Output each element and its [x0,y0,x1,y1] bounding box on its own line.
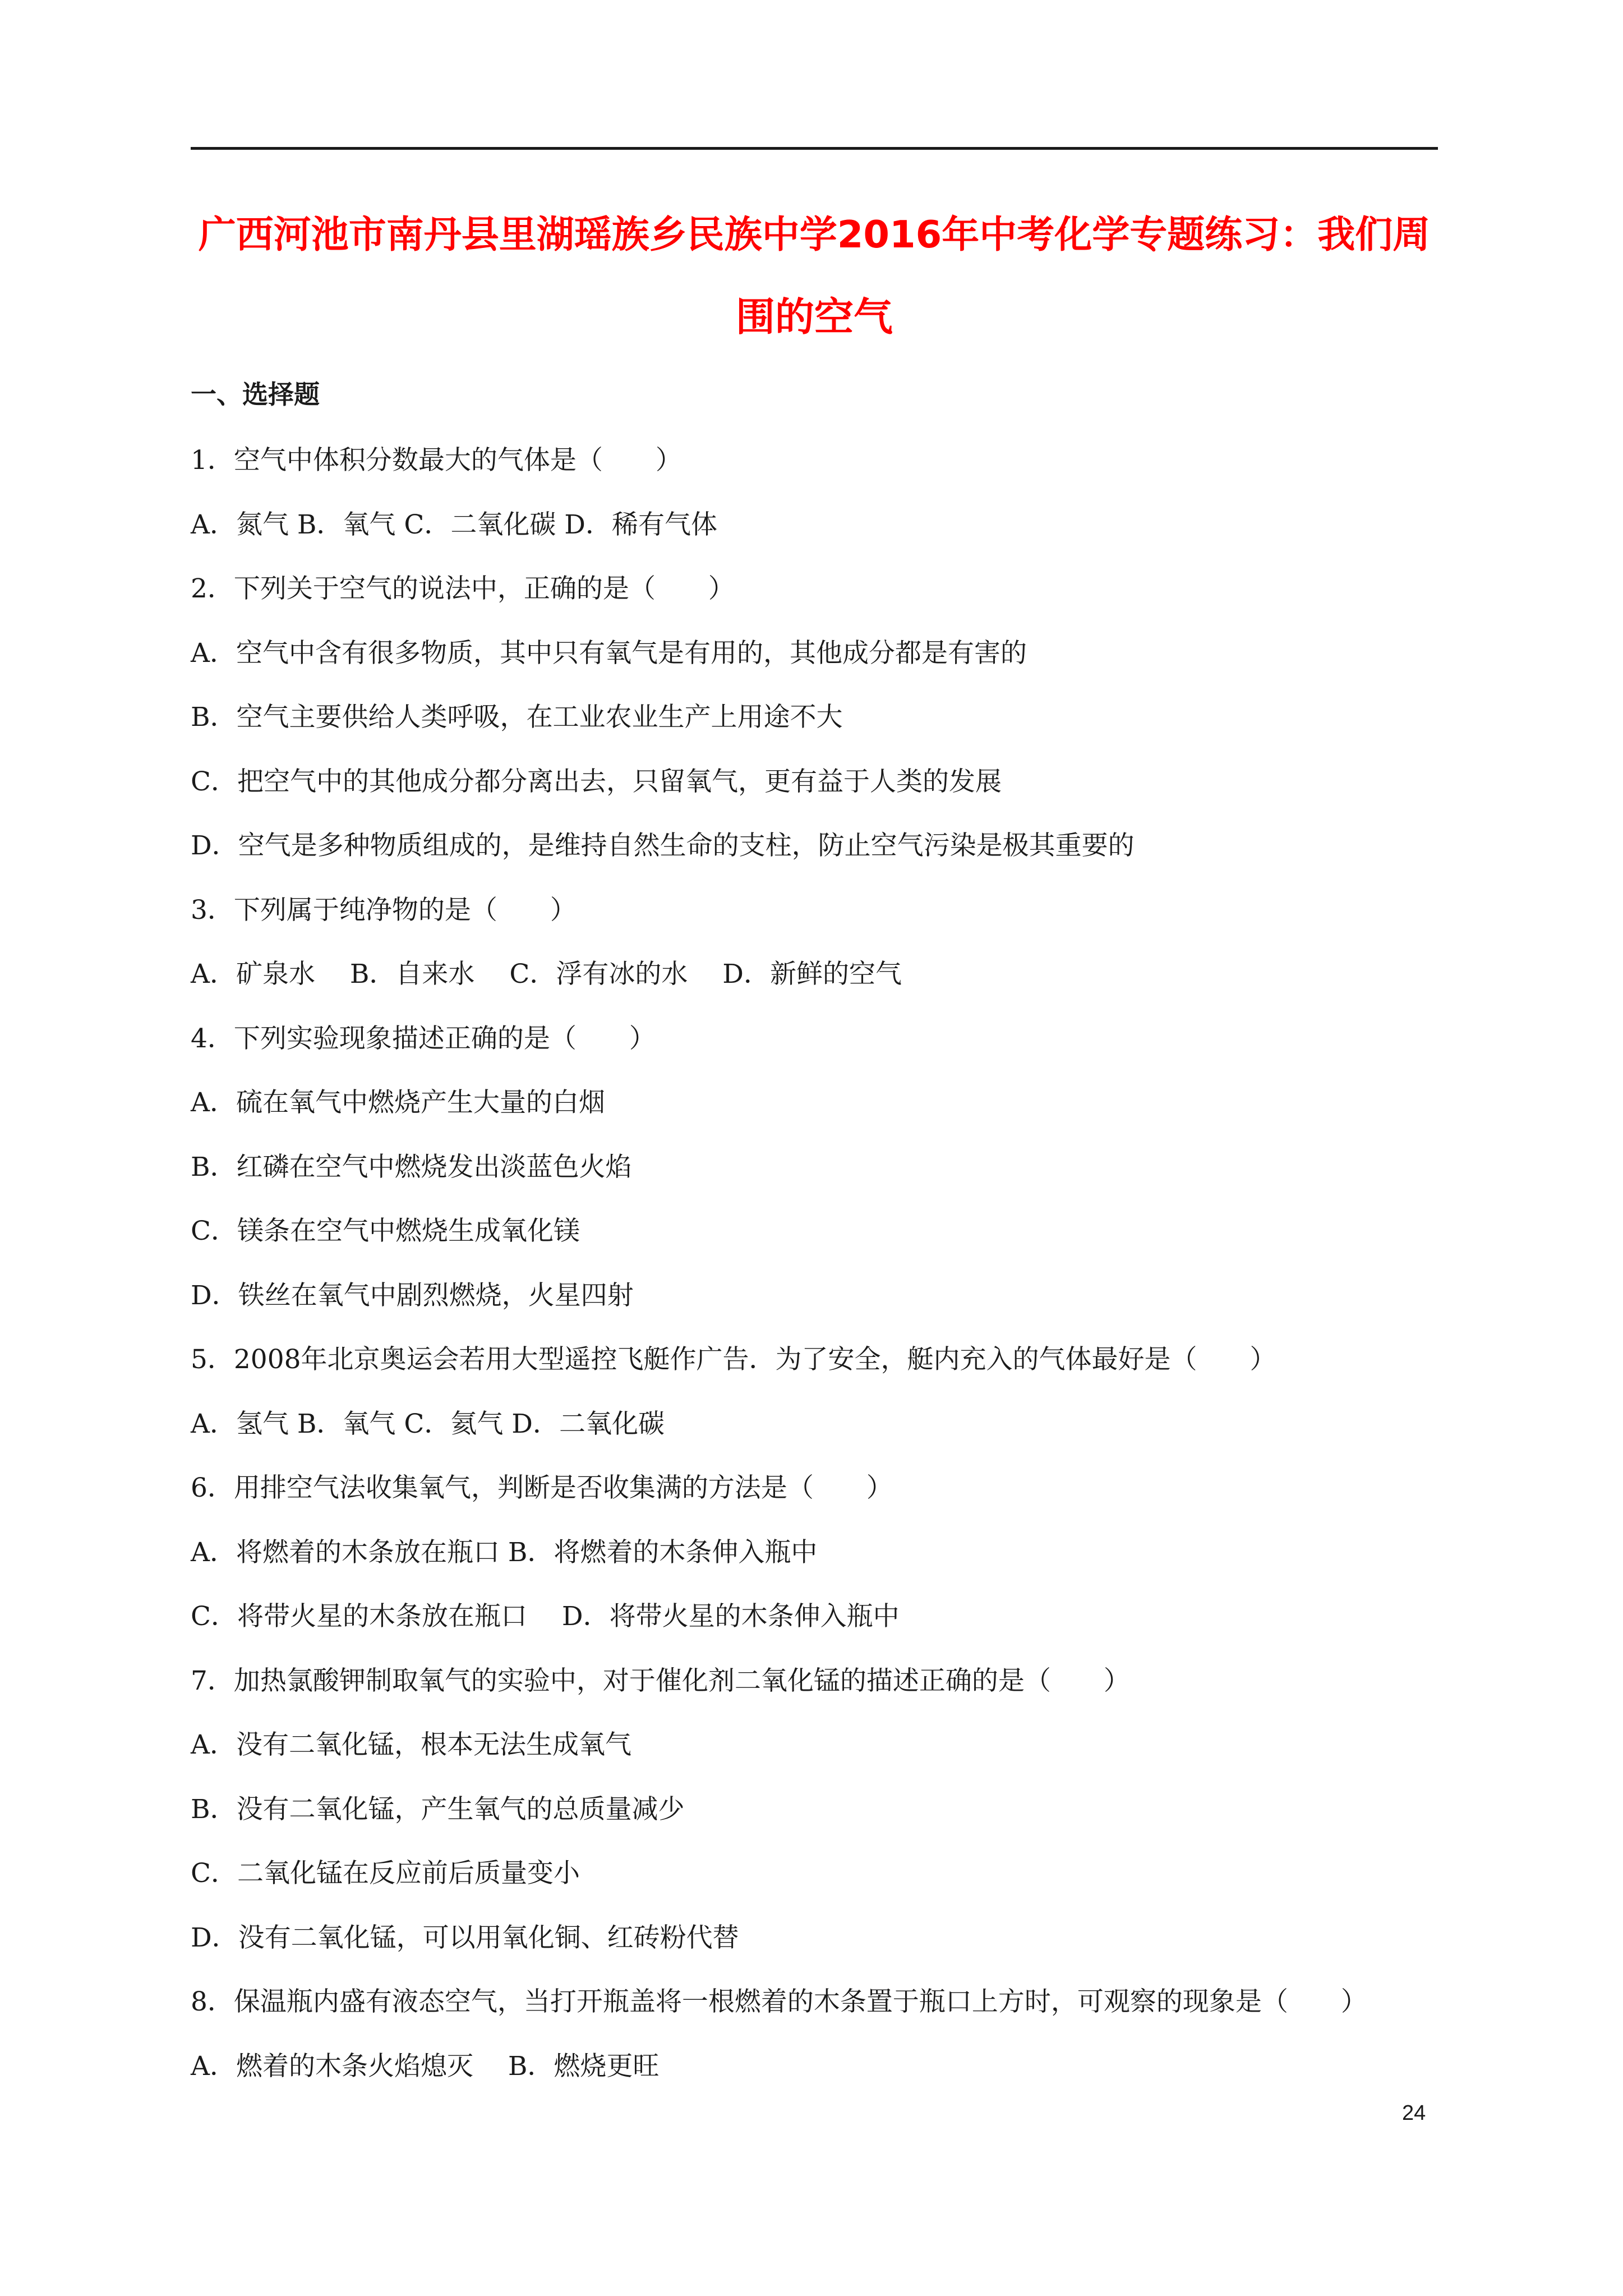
question-4-stem: 4．下列实验现象描述正确的是（ ） [191,1023,656,1054]
question-4-option-c: C．镁条在空气中燃烧生成氧化镁 [191,1216,580,1246]
question-7-stem: 7．加热氯酸钾制取氧气的实验中，对于催化剂二氧化锰的描述正确的是（ ） [191,1665,1130,1696]
question-4-option-d: D．铁丝在氧气中剧烈燃烧，火星四射 [191,1280,634,1311]
question-7-option-d: D．没有二氧化锰，可以用氧化铜、红砖粉代替 [191,1922,739,1953]
question-2-option-d: D．空气是多种物质组成的，是维持自然生命的支柱，防止空气污染是极其重要的 [191,830,1135,861]
question-3-stem: 3．下列属于纯净物的是（ ） [191,895,577,926]
question-3-options: A．矿泉水 B．自来水 C．浮有冰的水 D．新鲜的空气 [191,959,902,990]
question-5-stem: 5．2008年北京奥运会若用大型遥控飞艇作广告．为了安全，艇内充入的气体最好是（ ） [191,1344,1276,1375]
section-heading-choice: 一、选择题 [191,379,320,409]
page-number: 24 [1402,2101,1426,2125]
question-6-stem: 6．用排空气法收集氧气，判断是否收集满的方法是（ ） [191,1473,893,1503]
document-title-line-1: 广西河池市南丹县里湖瑶族乡民族中学2016年中考化学专题练习：我们周 [198,213,1431,256]
document-title-line-2: 围的空气 [736,294,893,340]
question-6-options-ab: A．将燃着的木条放在瓶口 B．将燃着的木条伸入瓶中 [191,1537,818,1568]
question-7-option-c: C．二氧化锰在反应前后质量变小 [191,1858,580,1889]
question-6-options-cd: C．将带火星的木条放在瓶口 D．将带火星的木条伸入瓶中 [191,1601,900,1632]
question-2-option-c: C．把空气中的其他成分都分离出去，只留氧气，更有益于人类的发展 [191,766,1002,797]
question-2-option-a: A．空气中含有很多物质，其中只有氧气是有用的，其他成分都是有害的 [191,638,1027,669]
question-4-option-a: A．硫在氧气中燃烧产生大量的白烟 [191,1087,605,1118]
question-5-options: A．氢气 B．氧气 C．氦气 D．二氧化碳 [191,1409,665,1439]
question-2-stem: 2．下列关于空气的说法中，正确的是（ ） [191,573,735,604]
question-7-option-b: B．没有二氧化锰，产生氧气的总质量减少 [191,1794,685,1825]
question-4-option-b: B．红磷在空气中燃烧发出淡蓝色火焰 [191,1152,632,1182]
question-7-option-a: A．没有二氧化锰，根本无法生成氧气 [191,1729,631,1760]
header-rule [191,147,1438,150]
question-2-option-b: B．空气主要供给人类呼吸，在工业农业生产上用途不大 [191,702,843,733]
question-1-options: A．氮气 B．氧气 C．二氧化碳 D．稀有气体 [191,509,717,540]
question-1-stem: 1．空气中体积分数最大的气体是（ ） [191,445,682,476]
question-8-options-ab: A．燃着的木条火焰熄灭 B．燃烧更旺 [191,2051,660,2082]
question-8-stem: 8．保温瓶内盛有液态空气，当打开瓶盖将一根燃着的木条置于瓶口上方时，可观察的现象是（ ） [191,1986,1367,2017]
